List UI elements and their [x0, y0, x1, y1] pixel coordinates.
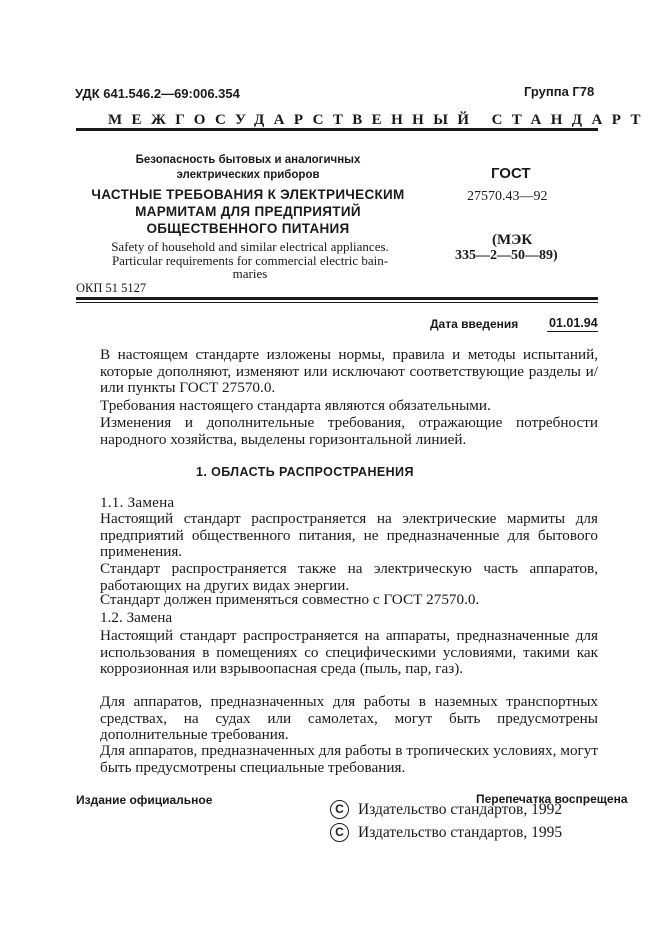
copyright-text: Издательство стандартов, 1992 [358, 800, 563, 818]
scope-paragraph: Настоящий стандарт распространяется на электрические мармиты для предприятий общественного питания, не предназначенные для бытового применения. [100, 510, 598, 561]
iec-label: (МЭК [492, 232, 533, 248]
group-code: Группа Г78 [524, 84, 595, 99]
clause-heading-1-2: 1.2. Замена [100, 609, 173, 626]
iec-number: 335—2—50—89) [455, 248, 558, 263]
intro-date-underline [547, 331, 598, 332]
english-title: Safety of household and similar electrical appliances. Particular requirements for commercial electric bain-maries [111, 239, 389, 281]
title-block-rule-thin [76, 302, 598, 303]
intro-paragraph: В настоящем стандарте изложены нормы, правила и методы испытаний, которые дополняют, изменяют или исключают соответствующие разделы и/или пункты ГОСТ 27570.0. [100, 346, 598, 397]
official-edition-label: Издание официальное [76, 793, 213, 807]
gost-label: ГОСТ [491, 165, 531, 182]
copyright-icon: C [330, 800, 349, 819]
copyright-line [330, 800, 562, 819]
copyright-icon: C [330, 823, 349, 842]
udk-code: УДК 641.546.2—69:006.354 [75, 86, 240, 101]
changes-paragraph: Изменения и дополнительные требования, отражающие потребности народного хозяйства, выделены горизонтальной линией. [100, 414, 598, 448]
intro-date-label: Дата введения [430, 317, 519, 331]
copyright-text: Издательство стандартов, 1995 [358, 823, 563, 841]
section-heading-scope: 1. ОБЛАСТЬ РАСПРОСТРАНЕНИЯ [196, 465, 414, 479]
standard-type-heading: МЕЖГОСУДАРСТВЕННЫЙ СТАНДАРТ [108, 112, 650, 128]
special-conditions-paragraph: Настоящий стандарт распространяется на аппараты, предназначенные для использования в помещениях со специфическими условиями, такими как коррозионная или взрывоопасная среда (пыль, пар, газ). [100, 627, 598, 678]
tropical-paragraph: Для аппаратов, предназначенных для работы в тропических условиях, могут быть предусмотрены специальные требования. [100, 742, 598, 776]
header-rule [76, 128, 598, 131]
transport-paragraph: Для аппаратов, предназначенных для работы в наземных транспортных средствах, на судах или самолетах, могут быть предусмотрены дополнительные требования. [100, 693, 598, 744]
title-block-rule [76, 297, 598, 300]
copyright-line [330, 823, 562, 842]
main-title: ЧАСТНЫЕ ТРЕБОВАНИЯ К ЭЛЕКТРИЧЕСКИМ МАРМИТАМ ДЛЯ ПРЕДПРИЯТИЙ ОБЩЕСТВЕННОГО ПИТАНИЯ [91, 187, 405, 236]
safety-title: Безопасность бытовых и аналогичных электрических приборов [135, 154, 361, 181]
scope-other-energy-paragraph: Стандарт распространяется также на электрическую часть аппаратов, работающих на других видах энергии. [100, 560, 598, 594]
clause-heading-1-1: 1.1. Замена [100, 494, 175, 511]
mandatory-paragraph: Требования настоящего стандарта являются обязательными. [100, 397, 491, 414]
gost-number: 27570.43—92 [467, 189, 548, 204]
reprint-prohibited-label: Перепечатка воспрещена [476, 792, 628, 806]
scope-joint-use-paragraph: Стандарт должен применяться совместно с ГОСТ 27570.0. [100, 591, 480, 608]
okp-code: ОКП 51 5127 [76, 281, 147, 295]
intro-date-value: 01.01.94 [549, 316, 598, 330]
